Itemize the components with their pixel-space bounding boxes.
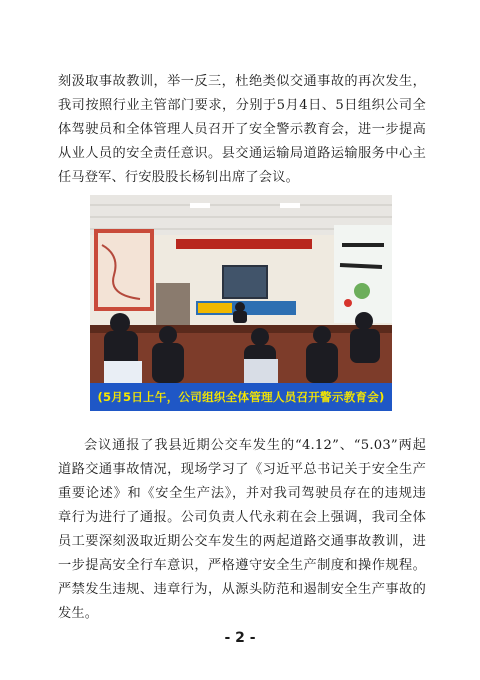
- page-number: - 2 -: [224, 630, 256, 646]
- body-paragraph-2: 会议通报了我县近期公交车发生的“4.12”、“5.03”两起道路交通事故情况，现场学习了《习近平总书记关于安全生产重要论述》和《安全生产法》，并对我司驾驶员存在的违规违章行为进行了通报。公司负责人代永莉在会上强调，我司全体员工要深刻汲取近期公交车发生的两起道路交通事故教训，进一步提高安全行车意识，严格遵守安全生产制度和操作规程。严禁发生违规、违章行为，从源头防范和遏制安全生产事故的发生。: [58, 438, 426, 621]
- meeting-room-illustration: [90, 195, 392, 383]
- photo-caption: (5月5日上午，公司组织全体管理人员召开警示教育会): [90, 383, 392, 411]
- meeting-photo: [90, 195, 392, 411]
- body-paragraph-1: 刻汲取事故教训，举一反三，杜绝类似交通事故的再次发生，我司按照行业主管部门要求，分别于5月4日、5日组织公司全体驾驶员和全体管理人员召开了安全警示教育会，进一步提高从业人员的安全责任意识。县交通运输局道路运输服务中心主任马登军、行安股股长杨钊出席了会议。: [58, 74, 426, 185]
